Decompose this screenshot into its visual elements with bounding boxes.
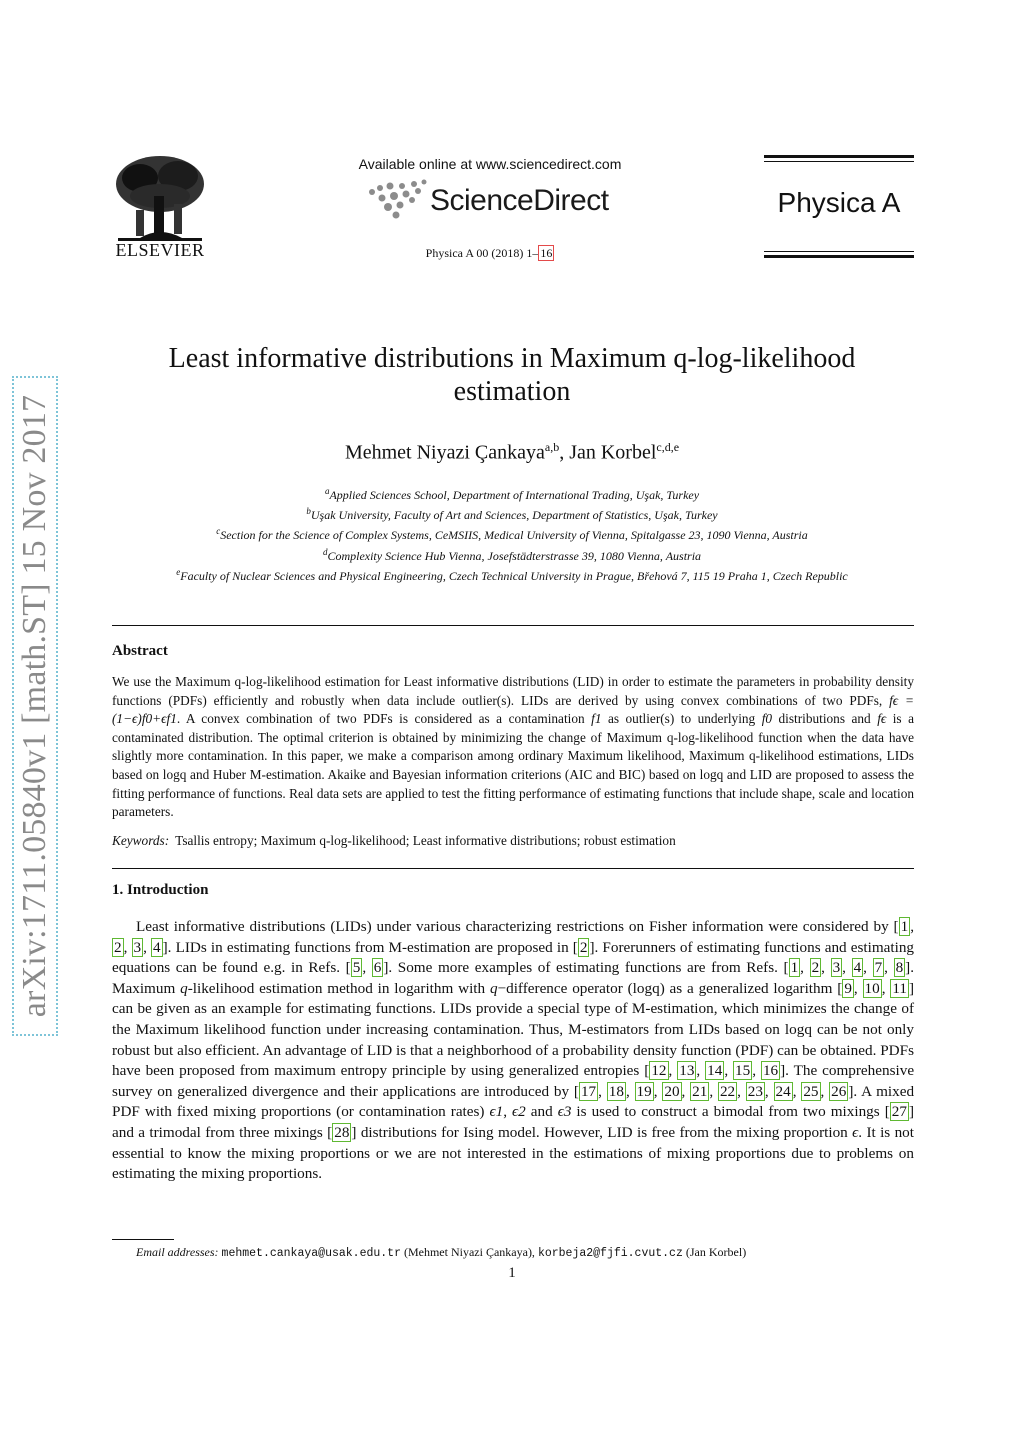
author-affiliation-mark: c,d,e [656,440,680,454]
affiliation [80,523,944,543]
citation-link[interactable]: 6 [373,959,382,977]
footnote-label: Email addresses: [136,1245,219,1259]
keywords [112,833,914,849]
citation-link[interactable]: 25 [803,1082,819,1100]
citation-link[interactable]: 21 [692,1082,708,1100]
text-run: ]. LIDs in estimating functions from M-estimation are proposed in [ [162,938,578,956]
citation-separator: , [752,1062,761,1080]
text-run: . It is not essential to know the mixing proportions or we are not interested in the estimations of mixing proportions due to problems on estimating the mixing proportions. [112,1123,914,1183]
text-run: , [503,1103,513,1121]
citation-link[interactable]: 3 [832,959,841,977]
citation-link[interactable]: 9 [844,979,852,997]
introduction-body [112,917,914,1185]
citation-group [579,1082,848,1101]
author-list [180,440,844,465]
citation-link[interactable]: 27 [891,1103,907,1121]
citation-group [649,1061,780,1080]
citation-link[interactable]: 18 [608,1082,624,1100]
citation-group [351,958,384,977]
citation-group [890,1102,909,1121]
text-run: ] and a trimodal from three mixings [ [112,1103,915,1141]
affiliation-mark: d [322,546,328,557]
citation-link[interactable]: 24 [775,1082,791,1100]
citation-separator: , [724,1062,734,1080]
citation-group [789,958,906,977]
page-number: 1 [508,1265,516,1281]
citation-link[interactable]: 3 [133,938,142,956]
abstract-text [112,673,914,822]
citation-link[interactable]: 2 [811,959,820,977]
citation-group [842,979,909,998]
text-run: ) as a generalized logarithm [ [659,979,843,997]
keywords-text: Tsallis entropy; Maximum q-log-likelihood; Least informative distributions; robust estimation [175,833,676,848]
citation-link[interactable]: 20 [664,1082,680,1100]
citation-separator: , [821,959,831,977]
math-symbol: ϵ2 [512,1103,526,1121]
math-symbol: q [489,979,498,997]
citation-separator: , [709,1082,718,1100]
citation-separator: , [792,1082,802,1100]
text-run: ]. Some more examples of estimating functions are from Refs. [ [383,959,789,977]
text-run: (Mehmet Niyazi Çankaya), [400,1245,538,1259]
text-run: is a contaminated distribution. The optimal criterion is obtained by minimizing the change of Maximum q-log-likelihood function when the data have slightly more contamination. In this paper, we make a comparison among ordinary Maximum likelihood, Maximum q-likelihood estimations, LIDs based on [112,711,914,782]
journal-rule [764,251,914,252]
citation-separator: , [668,1062,678,1080]
section-divider [112,625,914,626]
affiliation-mark: e [176,566,181,577]
paragraph [112,917,914,1185]
text-run: and Huber M-estimation. Akaike and Bayesian information criterions (AIC and BIC) based on [186,766,700,782]
text-run: distributions and [772,711,878,727]
citation-group [332,1123,351,1142]
citation-link[interactable]: 11 [892,979,907,997]
text-run: ]. A mixed PDF with fixed mixing proportions (or contamination rates) [112,1082,915,1121]
title-line-2: estimation [453,376,571,407]
paper-title [140,342,884,408]
math-symbol: logq [699,766,724,782]
affiliation-mark: a [324,486,330,496]
citation-link[interactable]: 13 [679,1062,695,1080]
citation-separator: , [143,938,152,956]
math-symbol: fϵ [877,711,887,727]
text-run: (Jan Korbel) [682,1245,747,1259]
email-link[interactable]: korbeja2@fjfi.cvut.cz [537,1247,683,1260]
affiliation [80,483,944,503]
math-symbol: ϵ [852,1123,859,1141]
math-symbol: ϵ3 [557,1103,572,1121]
citation-separator: , [764,1082,774,1100]
sciencedirect-wordmark: ScienceDirect [430,184,609,217]
text-run: ] can be given as an example for estimating functions. LIDs provide a special type of M-estimation, which minimizes the change of the Maximum likelihood function under increasing contamination. Thus, M-estimators from LIDs based on [112,979,915,1038]
section-divider [112,868,914,869]
journal-rule [764,255,914,258]
math-symbol: logq [632,979,660,997]
author-separator: , [559,441,570,464]
citation-separator: , [681,1082,691,1100]
keywords-label: Keywords: [112,833,170,848]
affiliation-text: Uşak University, Faculty of Art and Sciences, Department of Statistics, Uşak, Turkey [310,508,718,523]
citation-link[interactable]: 2 [579,938,588,956]
math-formula: fϵ = (1−ϵ)f0+ϵf1 [112,692,914,727]
available-online-text: Available online at www.sciencedirect.com [358,156,622,172]
title-line-1: Least informative distributions in Maximum q-log-likelihood [168,343,856,374]
affiliation [80,544,944,564]
citation-separator: , [842,959,852,977]
footnote-email [112,1245,914,1260]
affiliation-mark: b [306,506,311,517]
math-symbol: q [180,979,188,997]
text-run: can be not only robust but also efficient. An advantage of LID is that a neighborhood of a probability density function (PDF) can be obtained. PDFs have been proposed from maximum entropy principle by using generalized entropies [ [112,1020,914,1080]
citation-link[interactable]: 26 [831,1082,847,1100]
email-link[interactable]: mehmet.cankaya@usak.edu.tr [221,1247,401,1260]
citation-link[interactable]: 7 [874,959,883,977]
citation-separator: , [884,959,894,977]
journal-rule [764,161,914,162]
affiliation [80,564,944,584]
publisher-name: ELSEVIER [115,240,205,260]
math-symbol: ϵ1 [489,1103,504,1121]
citation-link[interactable]: 5 [352,959,361,977]
citation-separator: , [881,979,891,997]
text-run: ]. The comprehensive survey on generalized divergence and their applications are introduced by [ [112,1062,915,1100]
citation-link[interactable]: 1 [900,918,909,935]
sciencedirect-dots-icon [366,178,430,220]
citation-link[interactable]: 4 [853,959,862,977]
citation-link[interactable]: 1 [790,959,799,977]
citation-separator: , [653,1082,663,1100]
citation-separator: , [737,1082,746,1100]
text-run: is used to construct a bimodal from two mixings [ [571,1103,890,1121]
text-run: -likelihood estimation method in logarithm with [187,979,490,997]
citation-separator: , [853,979,863,997]
citation-link[interactable]: 8 [895,959,904,977]
math-symbol: logq [784,1020,812,1038]
math-symbol: f0 [761,711,773,727]
text-run: ]. Forerunners of estimating functions and estimating equations can be found e.g. in Refs. [ [112,938,915,977]
journal-citation [380,246,600,261]
citation-separator: , [820,1082,830,1100]
affiliation [80,503,944,523]
citation-link[interactable]: 16 [762,1062,779,1080]
citation-separator: , [598,1082,607,1100]
citation-link[interactable]: 19 [636,1082,652,1100]
citation-link[interactable]: 17 [580,1082,597,1100]
author-name: Jan Korbel [569,441,657,464]
affiliation-text: Complexity Science Hub Vienna, Josefstädterstrasse 39, 1080 Vienna, Austria [327,548,702,563]
journal-name: Physica A [777,187,901,218]
citation-separator: , [696,1062,706,1080]
citation-separator: , [362,959,372,977]
citation-link[interactable]: 28 [334,1123,350,1141]
math-symbol: logq [162,766,187,782]
citation-link[interactable]: 10 [864,979,880,997]
last-page-link[interactable]: 16 [540,246,553,260]
citation-link[interactable]: 23 [747,1082,763,1100]
citation-link[interactable]: 15 [735,1062,751,1080]
affiliation-list [80,483,944,584]
journal-rule [764,155,914,158]
citation-link[interactable]: 4 [153,938,161,956]
text-run: as outlier(s) to underlying [601,711,762,727]
text-run: We use the Maximum q-log-likelihood estimation for Least informative distributions (LID) in order to estimate the parameters in probability density functions (PDFs) efficiently and robustly when data include outlier(s). LIDs are derived by using convex combinations of two PDFs, [112,674,914,708]
text-run: and LID are proposed to assess the fitting performance of functions. Real data sets are applied to test the fitting performance of estimating functions that include shape, scale and location parameters. [112,766,914,820]
citation-group [578,938,590,957]
affiliation-mark: c [216,526,221,537]
text-run: −difference operator ( [497,979,633,997]
affiliation-text: Section for the Science of Complex Systems, CeMSIIS, Medical University of Vienna, Spitalgasse 23, 1090 Vienna, Austria [220,528,808,543]
journal-citation-text: Physica A 00 (2018) 1– [425,246,539,260]
section-heading-introduction: 1. Introduction [112,882,209,898]
affiliation-text: Faculty of Nuclear Sciences and Physical Engineering, Czech Technical University in Prague, Břehová 7, 115 19 Praha 1, Czech Republic [180,568,848,583]
citation-link[interactable]: 2 [114,938,122,956]
text-run: Least informative distributions (LIDs) under various characterizing restrictions on Fisher information were considered by [ [136,918,899,935]
citation-link[interactable]: 22 [719,1082,736,1100]
arxiv-identifier-stamp[interactable]: arXiv:1711.05840v1 [math.ST] 15 Nov 2017 [12,376,58,1036]
text-run: and [525,1103,558,1121]
footnote-rule [112,1239,174,1240]
affiliation-text: Applied Sciences School, Department of International Trading, Uşak, Turkey [329,488,700,502]
citation-separator: , [625,1082,635,1100]
abstract-heading: Abstract [112,643,168,659]
citation-separator: , [800,959,810,977]
citation-separator: , [123,938,132,956]
text-run: ] distributions for Ising model. However, LID is free from the mixing proportion [351,1123,853,1141]
citation-separator: , [910,918,914,935]
citation-separator: , [863,959,873,977]
author-affiliation-mark: a,b [544,440,560,454]
text-run: ]. Maximum [112,959,915,997]
author-name: Mehmet Niyazi Çankaya [344,441,545,464]
text-run: . A convex combination of two PDFs is considered as a contamination [176,711,592,727]
citation-link[interactable]: 14 [707,1062,723,1080]
math-symbol: f1 [591,711,602,727]
citation-link[interactable]: 12 [651,1062,667,1080]
